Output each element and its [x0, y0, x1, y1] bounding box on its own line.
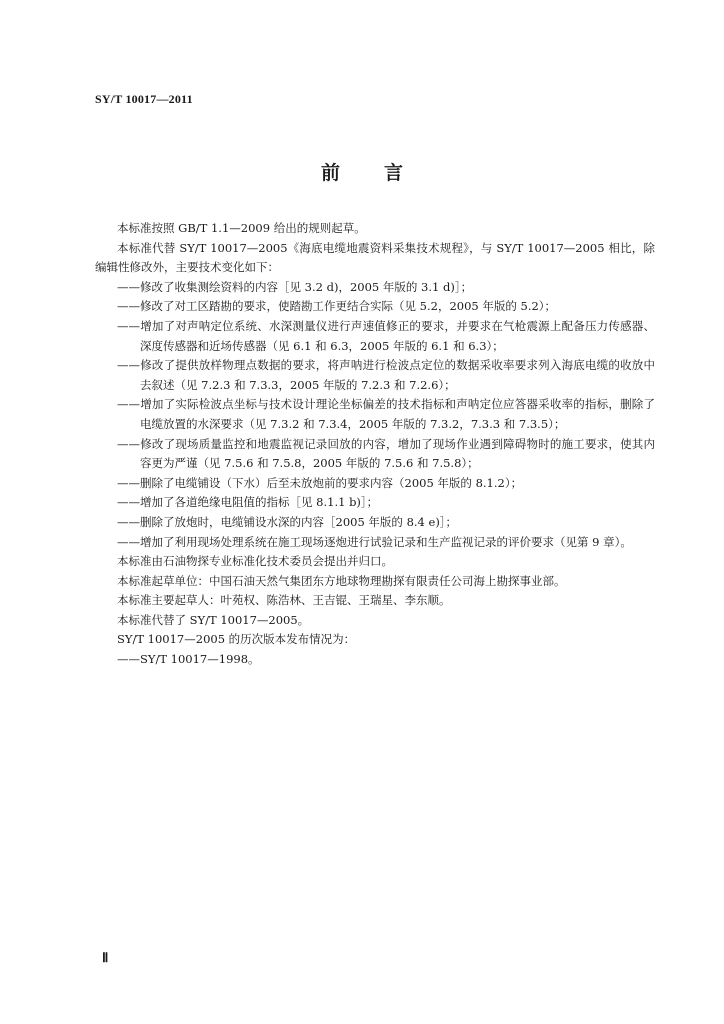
- change-item: ——修改了提供放样物理点数据的要求，将声呐进行检波点定位的数据采收率要求列入海底电缆的收放中去叙述（见 7.2.3 和 7.3.3，2005 年版的 7.2.3 和 7.2.6）；: [117, 358, 655, 392]
- title-char: 言: [384, 162, 404, 184]
- paragraph-drafting-rule: 本标准按照 GB/T 1.1—2009 给出的规则起草。: [117, 221, 366, 235]
- change-item: ——增加了对声呐定位系统、水深测量仪进行声速值修正的要求，并要求在气枪震源上配备压力传感器、深度传感器和近场传感器（见 6.1 和 6.3，2005 年版的 6.1 和 6.3）；: [117, 318, 655, 353]
- page-number: Ⅱ: [102, 950, 109, 965]
- change-item: ——删除了电缆铺设（下水）后至未放炮前的要求内容（2005 年版的 8.1.2）；: [117, 475, 523, 490]
- change-item: ——删除了放炮时，电缆铺设水深的内容［2005 年版的 8.4 e)］；: [117, 514, 458, 529]
- change-item: ——修改了现场质量监控和地震监视记录回放的内容，增加了现场作业遇到障碍物时的施工要求，使其内容更为严谨（见 7.5.6 和 7.5.8，2005 年版的 7.5.6 和 7.5.8）；: [117, 436, 655, 471]
- paragraph-replaces: 本标准代替 SY/T 10017—2005《海底电缆地震资料采集技术规程》，与 SY/T 10017—2005 相比，除编辑性修改外，主要技术变化如下：: [95, 240, 655, 275]
- paragraph-supersedes: 本标准代替了 SY/T 10017—2005。: [117, 612, 310, 627]
- change-item: ——增加了实际检波点坐标与技术设计理论坐标偏差的技术指标和声呐定位应答器采收率的指标，删除了电缆放置的水深要求（见 7.3.2 和 7.3.4，2005 年版的 7.3.2，7.3.3 和 7.3.5）；: [117, 397, 655, 431]
- page-title: [0, 158, 724, 185]
- change-item: ——增加了各道绝缘电阻值的指标［见 8.1.1 b)］；: [117, 495, 379, 510]
- change-item: ——增加了利用现场处理系统在施工现场逐炮进行试验记录和生产监视记录的评价要求（见第 9 章）。: [117, 534, 632, 549]
- change-item: ——修改了收集测绘资料的内容［见 3.2 d)，2005 年版的 3.1 d)］；: [117, 279, 473, 294]
- paragraph-history-intro: SY/T 10017—2005 的历次版本发布情况为：: [117, 632, 356, 647]
- title-char: 前: [320, 162, 340, 184]
- paragraph-drafting-unit: 本标准起草单位：中国石油天然气集团东方地球物理勘探有限责任公司海上勘探事业部。: [117, 573, 566, 588]
- paragraph-proposer: 本标准由石油物探专业标准化技术委员会提出并归口。: [117, 554, 393, 569]
- standard-code: SY/T 10017—2011: [95, 92, 193, 106]
- change-item: ——修改了对工区踏勘的要求，使踏勘工作更结合实际（见 5.2，2005 年版的 5.2）；: [117, 299, 557, 314]
- paragraph-drafters: 本标准主要起草人：叶苑权、陈浩林、王吉锟、王瑞星、李东顺。: [117, 593, 451, 608]
- foreword-body: [95, 219, 655, 670]
- history-item: ——SY/T 10017—1998。: [117, 652, 260, 667]
